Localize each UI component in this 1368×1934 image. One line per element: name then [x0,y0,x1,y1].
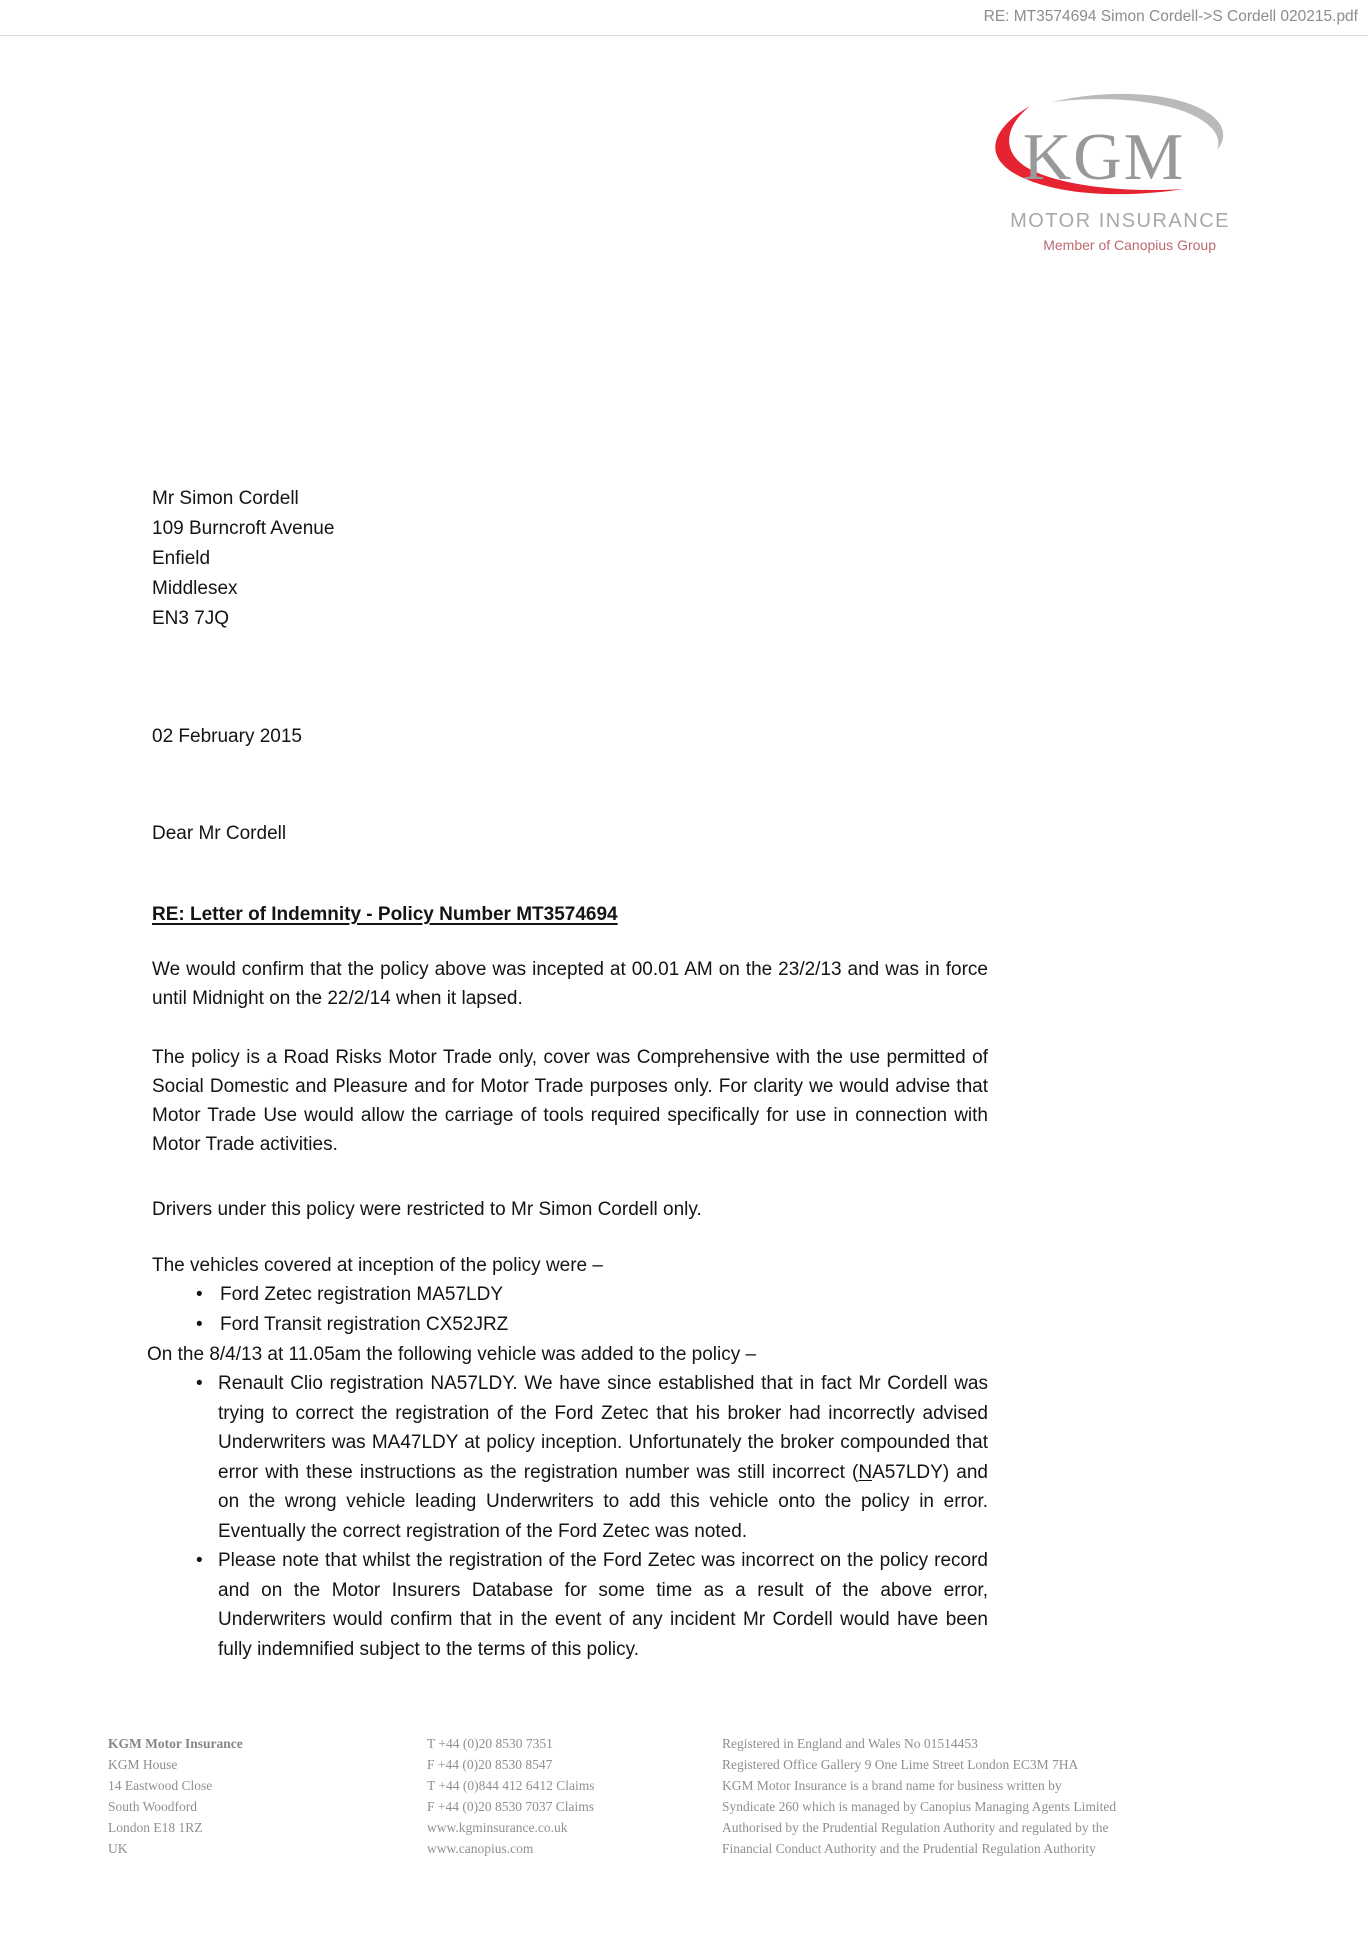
kgm-logo-text: KGM [1022,120,1186,194]
vehicle-label: Ford Zetec registration MA57LDY [220,1284,504,1305]
footer-legal-line: Syndicate 260 which is managed by Canopius Managing Agents Limited [722,1799,1117,1814]
footer-website-kgm: www.kgminsurance.co.uk [427,1820,568,1835]
footer-fax-line: F +44 (0)20 8530 8547 [427,1757,553,1772]
recipient-street: 109 Burncroft Avenue [152,518,335,539]
bullet-renault-clio [152,1369,988,1546]
bullet-icon: • [196,1284,203,1305]
bullet-icon: • [196,1314,203,1335]
recipient-town: Enfield [152,548,211,569]
footer-contact-column [427,1733,717,1859]
bullet-indemnity-note-text: Please note that whilst the registration of the Ford Zetec was incorrect on the policy record and on the Motor Insurers Database for some time as a result of the above error, Underwriters would confirm that in the event of any incident Mr Cordell would have been fully indemnified subject to the terms of this policy. [218,1550,988,1660]
bullet-renault-clio-text: Renault Clio registration NA57LDY. We have since established that in fact Mr Cordell was trying to correct the registration of the Ford Zetec that his broker had incorrectly advised Underwriters was MA47LDY at policy inception. Unfortunately the broker compounded that error with these instructions as the registration number was still incorrect (NA57LDY) and on the wrong vehicle leading Underwriters to add this vehicle onto the policy in error. Eventually the correct registration of the Ford Zetec was noted. [218,1373,988,1542]
recipient-name: Mr Simon Cordell [152,488,299,509]
logo-member-line: Member of Canopius Group [1043,237,1216,253]
footer-address-line: 14 Eastwood Close [108,1778,213,1793]
footer-address-line: London E18 1RZ [108,1820,203,1835]
recipient-county: Middlesex [152,578,238,599]
vehicle-item-transit [152,1310,988,1340]
bullet-indemnity-note [152,1546,988,1664]
recipient-postcode: EN3 7JQ [152,608,230,629]
footer-address-line: UK [108,1841,128,1856]
letter-date: 02 February 2015 [152,726,302,747]
footer-address-line: KGM House [108,1757,178,1772]
header-divider [0,35,1368,36]
letter-body [147,484,988,1664]
footer-legal-line: Registered in England and Wales No 01514453 [722,1736,978,1751]
paragraph-vehicle-added: On the 8/4/13 at 11.05am the following vehicle was added to the policy – [147,1344,757,1365]
footer-legal-line: KGM Motor Insurance is a brand name for business written by [722,1778,1062,1793]
logo-tagline: MOTOR INSURANCE [1010,210,1230,232]
footer-address-column [108,1733,408,1859]
paragraph-cover: The policy is a Road Risks Motor Trade only, cover was Comprehensive with the use permitted of Social Domestic and Pleasure and for Motor Trade purposes only. For clarity we would advise that Motor Trade Use would allow the carriage of tools required specifically for use in connection with Motor Trade activities. [152,1047,988,1155]
recipient-address [152,484,988,634]
vehicle-item-zetec [152,1280,988,1310]
subject-line: RE: Letter of Indemnity - Policy Number MT3574694 [152,904,618,925]
salutation: Dear Mr Cordell [152,823,287,844]
bullet-icon: • [196,1550,203,1571]
paragraph-inception: We would confirm that the policy above was incepted at 00.01 AM on the 23/2/13 and was in force until Midnight on the 22/2/14 when it lapsed. [152,959,988,1009]
footer-legal-line: Authorised by the Prudential Regulation Authority and regulated by the [722,1820,1109,1835]
footer-company-name: KGM Motor Insurance [108,1736,243,1751]
paragraph-vehicles-intro: The vehicles covered at inception of the policy were – [152,1255,603,1276]
window-title: RE: MT3574694 Simon Cordell->S Cordell 020215.pdf [983,8,1358,25]
vehicle-label: Ford Transit registration CX52JRZ [220,1314,509,1335]
footer-claims-phone-line: T +44 (0)844 412 6412 Claims [427,1778,595,1793]
footer-address-line: South Woodford [108,1799,198,1814]
footer-legal-line: Registered Office Gallery 9 One Lime Street London EC3M 7HA [722,1757,1079,1772]
bullet-icon: • [196,1373,203,1394]
paragraph-drivers: Drivers under this policy were restricted to Mr Simon Cordell only. [152,1199,702,1220]
kgm-logo [978,90,1230,253]
footer-legal-column [722,1733,1282,1859]
footer-claims-fax-line: F +44 (0)20 8530 7037 Claims [427,1799,594,1814]
footer-legal-line: Financial Conduct Authority and the Prudential Regulation Authority [722,1841,1096,1856]
underlined-registration: N [858,1461,873,1483]
footer-phone-line: T +44 (0)20 8530 7351 [427,1736,553,1751]
footer-website-canopius: www.canopius.com [427,1841,534,1856]
kgm-logo-swoosh-icon [978,90,1230,208]
